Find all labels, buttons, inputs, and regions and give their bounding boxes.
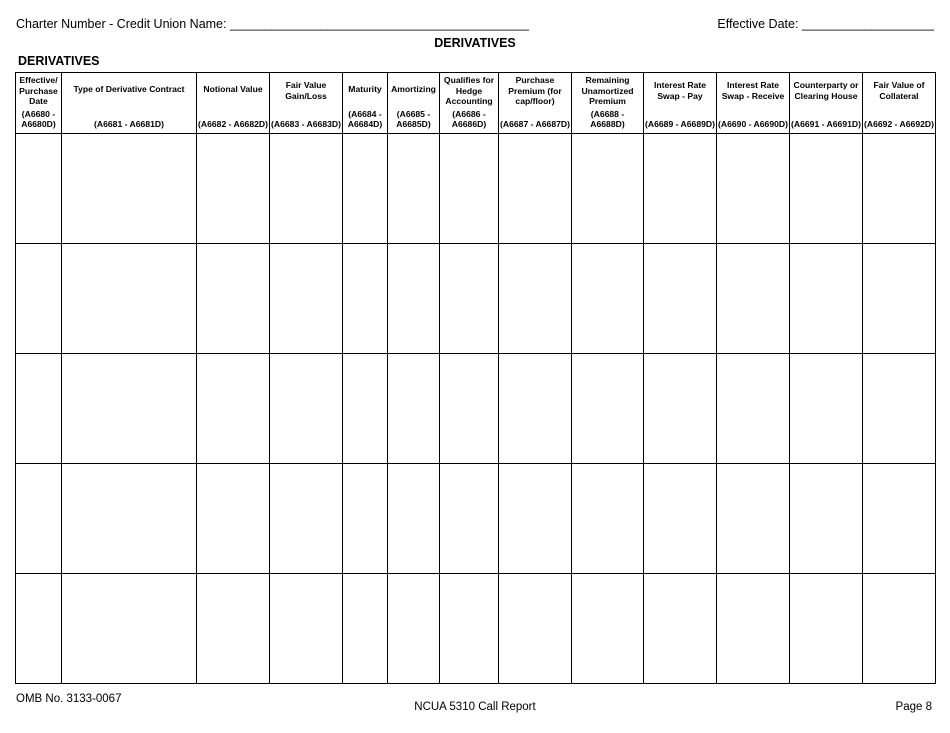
column-code: (A6688 - A6688D) — [590, 108, 625, 130]
table-row — [16, 134, 936, 244]
column-code: (A6686 - A6686D) — [451, 108, 487, 130]
entry-cell[interactable] — [270, 134, 343, 244]
col-fair-value-gain-loss — [270, 73, 343, 134]
entry-cell[interactable] — [644, 464, 717, 574]
report-name: NCUA 5310 Call Report — [414, 701, 536, 713]
entry-cell[interactable] — [197, 464, 270, 574]
entry-cell[interactable] — [197, 134, 270, 244]
col-interest-rate-swap-receive — [717, 73, 790, 134]
col-fair-value-of-collateral — [863, 73, 936, 134]
table-row — [16, 574, 936, 684]
entry-cell[interactable] — [499, 574, 572, 684]
column-code: (A6687 - A6687D) — [500, 119, 570, 130]
page-number: Page 8 — [895, 701, 932, 713]
column-code: (A6682 - A6682D) — [198, 119, 268, 130]
column-code: (A6685 - A6685D) — [396, 108, 431, 130]
charter-number-credit-union-field: Charter Number - Credit Union Name: ___________________________________________ — [16, 17, 529, 31]
entry-cell[interactable] — [440, 134, 499, 244]
omb-number: OMB No. 3133-0067 — [16, 693, 122, 705]
page-title: DERIVATIVES — [434, 36, 516, 50]
entry-cell[interactable] — [717, 574, 790, 684]
entry-cell[interactable] — [790, 464, 863, 574]
column-label: Fair Value of Collateral — [873, 80, 925, 101]
entry-cell[interactable] — [16, 354, 62, 464]
column-code: (A6689 - A6689D) — [645, 119, 715, 130]
entry-cell[interactable] — [197, 574, 270, 684]
entry-cell[interactable] — [717, 244, 790, 354]
entry-cell[interactable] — [62, 464, 197, 574]
column-label: Interest Rate Swap - Receive — [721, 80, 785, 101]
entry-cell[interactable] — [790, 354, 863, 464]
entry-cell[interactable] — [440, 464, 499, 574]
col-notional-value — [197, 73, 270, 134]
entry-cell[interactable] — [343, 464, 388, 574]
entry-cell[interactable] — [790, 574, 863, 684]
entry-cell[interactable] — [62, 574, 197, 684]
entry-cell[interactable] — [197, 354, 270, 464]
column-code: (A6683 - A6683D) — [271, 119, 341, 130]
entry-cell[interactable] — [572, 134, 644, 244]
entry-cell[interactable] — [717, 464, 790, 574]
entry-cell[interactable] — [388, 354, 440, 464]
column-code: (A6680 - A6680D) — [21, 108, 56, 130]
col-purchase-premium — [499, 73, 572, 134]
section-label: DERIVATIVES — [18, 54, 100, 68]
table-row — [16, 464, 936, 574]
col-amortizing — [388, 73, 440, 134]
entry-cell[interactable] — [790, 244, 863, 354]
entry-cell[interactable] — [62, 134, 197, 244]
entry-cell[interactable] — [863, 574, 936, 684]
entry-cell[interactable] — [16, 464, 62, 574]
entry-cell[interactable] — [62, 244, 197, 354]
col-remaining-unamortized-premium — [572, 73, 644, 134]
entry-cell[interactable] — [572, 574, 644, 684]
entry-cell[interactable] — [499, 134, 572, 244]
column-label: Type of Derivative Contract — [73, 84, 185, 94]
derivatives-table — [15, 72, 936, 684]
entry-cell[interactable] — [270, 354, 343, 464]
entry-cell[interactable] — [863, 244, 936, 354]
entry-cell[interactable] — [717, 354, 790, 464]
column-label: Qualifies for Hedge Accounting — [443, 75, 495, 107]
entry-cell[interactable] — [343, 134, 388, 244]
entry-cell[interactable] — [270, 464, 343, 574]
header-row — [16, 73, 936, 134]
column-code: (A6684 - A6684D) — [347, 108, 383, 130]
col-effective-purchase-date — [16, 73, 62, 134]
entry-cell[interactable] — [572, 244, 644, 354]
col-type-of-derivative-contract — [62, 73, 197, 134]
entry-cell[interactable] — [790, 134, 863, 244]
entry-cell[interactable] — [440, 244, 499, 354]
column-label: Purchase Premium (for cap/floor) — [508, 75, 562, 107]
table-body — [16, 134, 936, 684]
entry-cell[interactable] — [644, 574, 717, 684]
effective-date-field: Effective Date: ___________________ — [717, 17, 934, 31]
entry-cell[interactable] — [572, 354, 644, 464]
column-code: (A6691 - A6691D) — [791, 119, 861, 130]
column-label: Effective/ Purchase Date — [19, 75, 58, 107]
col-counterparty-or-clearing-house — [790, 73, 863, 134]
column-label: Maturity — [348, 84, 382, 94]
entry-cell[interactable] — [343, 244, 388, 354]
entry-cell[interactable] — [388, 134, 440, 244]
col-interest-rate-swap-pay — [644, 73, 717, 134]
entry-cell[interactable] — [16, 134, 62, 244]
entry-cell[interactable] — [863, 134, 936, 244]
entry-cell[interactable] — [388, 464, 440, 574]
entry-cell[interactable] — [197, 244, 270, 354]
table-row — [16, 354, 936, 464]
entry-cell[interactable] — [499, 244, 572, 354]
table-row — [16, 244, 936, 354]
column-code: (A6681 - A6681D) — [94, 119, 164, 130]
column-code: (A6690 - A6690D) — [718, 119, 788, 130]
column-label: Notional Value — [203, 84, 263, 94]
entry-cell[interactable] — [16, 244, 62, 354]
entry-cell[interactable] — [717, 134, 790, 244]
entry-cell[interactable] — [62, 354, 197, 464]
entry-cell[interactable] — [270, 244, 343, 354]
entry-cell[interactable] — [572, 464, 644, 574]
entry-cell[interactable] — [388, 574, 440, 684]
entry-cell[interactable] — [863, 354, 936, 464]
entry-cell[interactable] — [499, 354, 572, 464]
col-maturity — [343, 73, 388, 134]
entry-cell[interactable] — [343, 574, 388, 684]
entry-cell[interactable] — [644, 354, 717, 464]
entry-cell[interactable] — [440, 574, 499, 684]
entry-cell[interactable] — [644, 134, 717, 244]
column-label: Counterparty or Clearing House — [793, 80, 859, 101]
entry-cell[interactable] — [388, 244, 440, 354]
column-label: Interest Rate Swap - Pay — [653, 80, 707, 101]
entry-cell[interactable] — [499, 464, 572, 574]
entry-cell[interactable] — [440, 354, 499, 464]
entry-cell[interactable] — [270, 574, 343, 684]
col-qualifies-for-hedge-accounting — [440, 73, 499, 134]
entry-cell[interactable] — [644, 244, 717, 354]
entry-cell[interactable] — [343, 354, 388, 464]
column-code: (A6692 - A6692D) — [864, 119, 934, 130]
column-label: Fair Value Gain/Loss — [285, 80, 327, 101]
entry-cell[interactable] — [16, 574, 62, 684]
column-label: Amortizing — [391, 84, 436, 94]
entry-cell[interactable] — [863, 464, 936, 574]
column-label: Remaining Unamortized Premium — [581, 75, 634, 107]
